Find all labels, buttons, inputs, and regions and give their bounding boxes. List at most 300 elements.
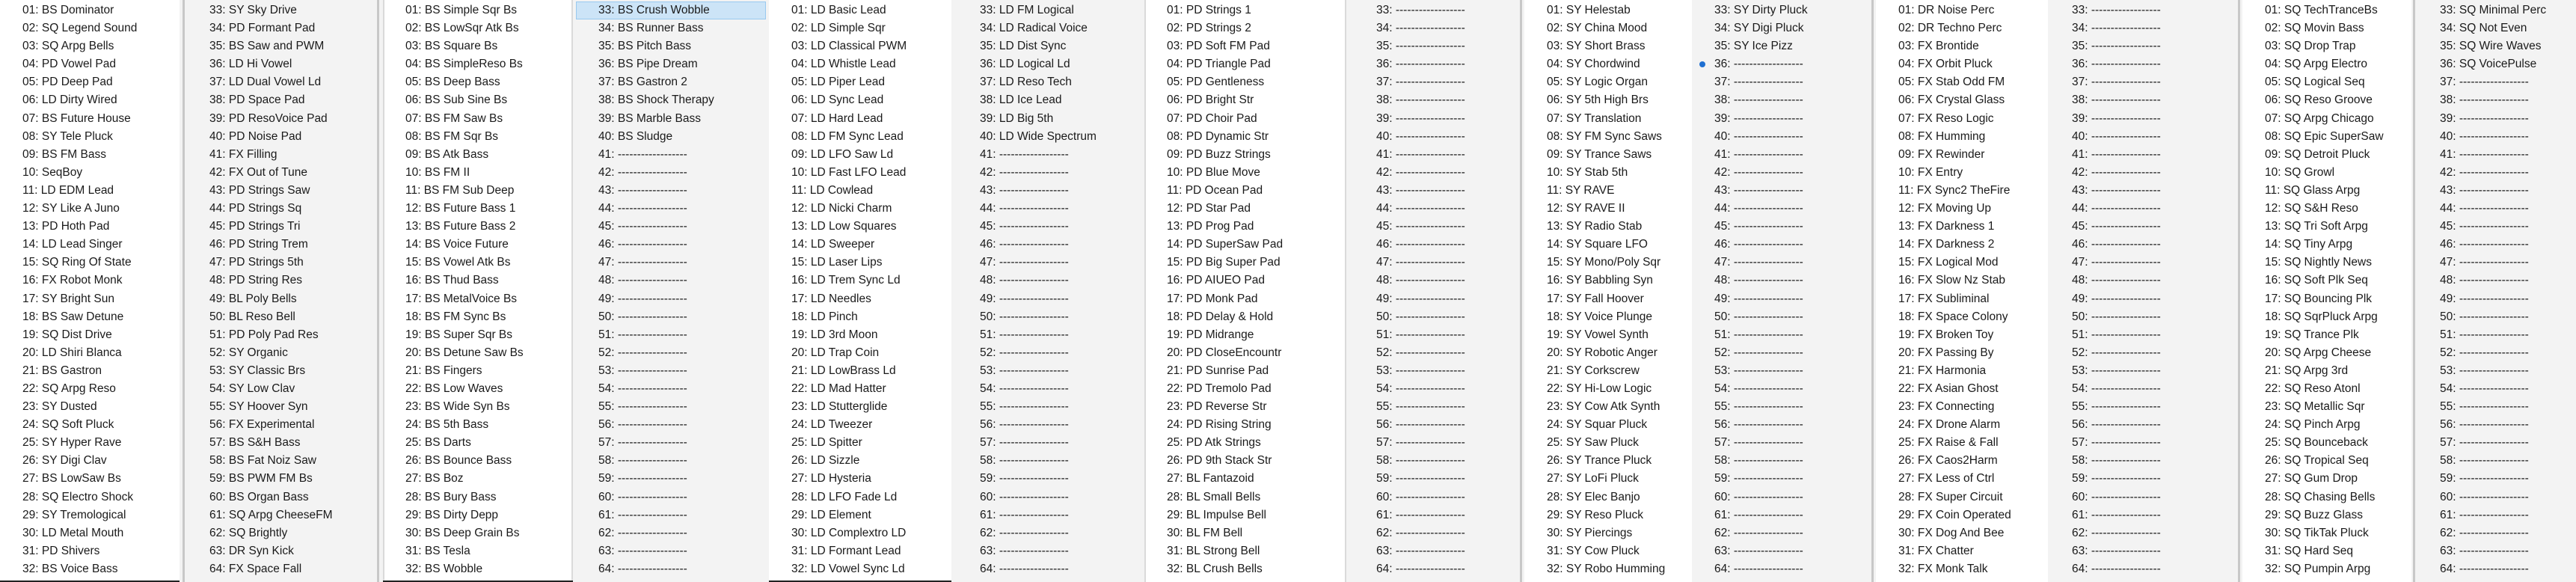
preset-item[interactable] <box>957 37 1140 55</box>
preset-item[interactable] <box>1354 110 1518 128</box>
preset-item[interactable] <box>2049 344 2236 362</box>
preset-item[interactable] <box>187 452 377 470</box>
preset-item[interactable] <box>1692 326 1871 344</box>
preset-item[interactable] <box>0 488 180 506</box>
preset-item[interactable] <box>187 254 377 272</box>
preset-item[interactable] <box>2417 308 2576 326</box>
preset-item[interactable] <box>1144 290 1346 308</box>
preset-item[interactable] <box>187 560 377 578</box>
preset-item[interactable] <box>576 506 766 524</box>
preset-item[interactable] <box>187 506 377 524</box>
preset-item[interactable] <box>2242 254 2411 272</box>
preset-item[interactable] <box>1876 506 2048 524</box>
preset-item[interactable] <box>1144 380 1346 398</box>
preset-item[interactable] <box>1692 55 1871 73</box>
preset-item[interactable] <box>2417 362 2576 380</box>
preset-item[interactable] <box>1524 254 1692 272</box>
preset-item[interactable] <box>187 164 377 182</box>
preset-item[interactable] <box>2417 254 2576 272</box>
preset-item[interactable] <box>1524 506 1692 524</box>
preset-item[interactable] <box>769 272 951 290</box>
preset-item[interactable] <box>1524 146 1692 164</box>
preset-item[interactable] <box>576 218 766 236</box>
preset-item[interactable] <box>2242 73 2411 91</box>
preset-item[interactable] <box>2049 326 2236 344</box>
preset-item[interactable] <box>576 398 766 416</box>
preset-item[interactable] <box>1144 19 1346 37</box>
preset-item[interactable] <box>383 73 573 91</box>
preset-item[interactable] <box>1692 200 1871 218</box>
preset-item[interactable] <box>1354 182 1518 200</box>
preset-item[interactable] <box>2417 110 2576 128</box>
preset-item[interactable] <box>187 416 377 434</box>
preset-item[interactable] <box>1876 434 2048 452</box>
preset-item[interactable] <box>1354 308 1518 326</box>
preset-item[interactable] <box>769 416 951 434</box>
preset-item[interactable] <box>576 560 766 578</box>
preset-item[interactable] <box>576 128 766 146</box>
preset-item[interactable] <box>576 272 766 290</box>
preset-item[interactable] <box>1524 326 1692 344</box>
preset-item[interactable] <box>1144 470 1346 488</box>
preset-item[interactable] <box>0 470 180 488</box>
preset-item[interactable] <box>2417 164 2576 182</box>
preset-item[interactable] <box>0 55 180 73</box>
preset-item[interactable] <box>0 19 180 37</box>
preset-item[interactable] <box>2242 128 2411 146</box>
preset-item[interactable] <box>769 236 951 254</box>
preset-item[interactable] <box>1876 470 2048 488</box>
preset-item[interactable] <box>1524 200 1692 218</box>
preset-item[interactable] <box>2049 380 2236 398</box>
preset-item[interactable] <box>2242 506 2411 524</box>
preset-item[interactable] <box>2049 236 2236 254</box>
preset-item[interactable] <box>383 110 573 128</box>
preset-item[interactable] <box>957 344 1140 362</box>
preset-item[interactable] <box>2417 218 2576 236</box>
preset-item[interactable] <box>769 110 951 128</box>
preset-item[interactable] <box>1354 200 1518 218</box>
preset-item[interactable] <box>187 524 377 542</box>
preset-item[interactable] <box>769 524 951 542</box>
preset-item[interactable] <box>383 542 573 560</box>
preset-item[interactable] <box>1692 560 1871 578</box>
preset-item[interactable] <box>1876 200 2048 218</box>
preset-item[interactable] <box>957 380 1140 398</box>
preset-item[interactable] <box>1524 19 1692 37</box>
preset-item[interactable] <box>1144 182 1346 200</box>
preset-item[interactable] <box>2242 326 2411 344</box>
preset-item[interactable] <box>383 164 573 182</box>
preset-item[interactable] <box>1144 452 1346 470</box>
preset-item[interactable] <box>2049 37 2236 55</box>
preset-item[interactable] <box>769 218 951 236</box>
preset-item[interactable] <box>1354 326 1518 344</box>
preset-item[interactable] <box>1354 290 1518 308</box>
preset-item[interactable] <box>2049 1 2236 19</box>
preset-item[interactable] <box>1354 398 1518 416</box>
preset-item[interactable] <box>0 398 180 416</box>
preset-item[interactable] <box>769 55 951 73</box>
preset-item[interactable] <box>1144 560 1346 578</box>
preset-item[interactable] <box>1524 470 1692 488</box>
preset-item[interactable] <box>1144 344 1346 362</box>
preset-item[interactable] <box>187 55 377 73</box>
preset-item[interactable] <box>1524 452 1692 470</box>
preset-item[interactable] <box>1524 398 1692 416</box>
preset-item[interactable] <box>1144 308 1346 326</box>
preset-item[interactable] <box>769 380 951 398</box>
preset-item[interactable] <box>1144 254 1346 272</box>
preset-item[interactable] <box>1692 1 1871 19</box>
preset-item[interactable] <box>2417 200 2576 218</box>
preset-item[interactable] <box>1524 542 1692 560</box>
preset-item[interactable] <box>576 146 766 164</box>
preset-item[interactable] <box>769 560 951 578</box>
preset-item[interactable] <box>187 110 377 128</box>
preset-item[interactable] <box>1692 434 1871 452</box>
preset-item[interactable] <box>1876 452 2048 470</box>
preset-item[interactable] <box>2242 91 2411 109</box>
preset-item[interactable] <box>1876 272 2048 290</box>
preset-item[interactable] <box>957 290 1140 308</box>
preset-item[interactable] <box>576 308 766 326</box>
preset-item[interactable] <box>957 146 1140 164</box>
preset-item[interactable] <box>187 344 377 362</box>
preset-item[interactable] <box>1876 110 2048 128</box>
preset-item[interactable] <box>0 236 180 254</box>
preset-item[interactable] <box>187 37 377 55</box>
preset-item[interactable] <box>957 416 1140 434</box>
preset-item[interactable] <box>187 1 377 19</box>
preset-item[interactable] <box>187 542 377 560</box>
preset-item[interactable] <box>1144 524 1346 542</box>
preset-item[interactable] <box>2242 380 2411 398</box>
preset-item[interactable] <box>1144 91 1346 109</box>
preset-item[interactable] <box>1144 362 1346 380</box>
preset-item[interactable] <box>2417 146 2576 164</box>
preset-item[interactable] <box>1524 182 1692 200</box>
preset-item[interactable] <box>2049 470 2236 488</box>
preset-item[interactable] <box>2049 164 2236 182</box>
preset-item[interactable] <box>383 524 573 542</box>
preset-item[interactable] <box>769 290 951 308</box>
preset-item[interactable] <box>0 182 180 200</box>
preset-item[interactable] <box>576 91 766 109</box>
preset-item[interactable] <box>2242 19 2411 37</box>
preset-item[interactable] <box>2049 73 2236 91</box>
preset-item[interactable] <box>383 326 573 344</box>
preset-item[interactable] <box>2417 290 2576 308</box>
preset-item[interactable] <box>1524 164 1692 182</box>
preset-item[interactable] <box>1876 182 2048 200</box>
preset-item[interactable] <box>187 470 377 488</box>
preset-item[interactable] <box>1876 164 2048 182</box>
preset-item[interactable] <box>187 398 377 416</box>
preset-item[interactable] <box>0 452 180 470</box>
preset-item[interactable] <box>769 146 951 164</box>
preset-item[interactable] <box>1692 398 1871 416</box>
preset-item[interactable] <box>2049 200 2236 218</box>
preset-item[interactable] <box>187 290 377 308</box>
preset-item[interactable] <box>1144 398 1346 416</box>
preset-item[interactable] <box>769 19 951 37</box>
preset-item[interactable] <box>187 488 377 506</box>
preset-item[interactable] <box>0 560 180 578</box>
preset-item[interactable] <box>0 200 180 218</box>
preset-item[interactable] <box>576 19 766 37</box>
preset-item[interactable] <box>1354 254 1518 272</box>
preset-item[interactable] <box>1354 488 1518 506</box>
preset-item[interactable] <box>769 37 951 55</box>
preset-item[interactable] <box>1524 37 1692 55</box>
preset-item[interactable] <box>1692 91 1871 109</box>
preset-item[interactable] <box>957 272 1140 290</box>
preset-item[interactable] <box>1876 91 2048 109</box>
preset-item[interactable] <box>1876 37 2048 55</box>
preset-item[interactable] <box>1354 218 1518 236</box>
preset-item[interactable] <box>1692 416 1871 434</box>
preset-item[interactable] <box>2417 182 2576 200</box>
preset-item[interactable] <box>769 506 951 524</box>
preset-item[interactable] <box>1692 542 1871 560</box>
preset-item[interactable] <box>187 272 377 290</box>
preset-item[interactable] <box>769 1 951 19</box>
preset-item[interactable] <box>2049 542 2236 560</box>
preset-item[interactable] <box>2417 344 2576 362</box>
preset-item[interactable] <box>957 182 1140 200</box>
preset-item[interactable] <box>2242 200 2411 218</box>
preset-item[interactable] <box>2417 506 2576 524</box>
preset-item[interactable] <box>2242 362 2411 380</box>
preset-item[interactable] <box>769 73 951 91</box>
preset-item[interactable] <box>576 416 766 434</box>
preset-item[interactable] <box>187 218 377 236</box>
preset-item[interactable] <box>1876 344 2048 362</box>
preset-item[interactable] <box>769 254 951 272</box>
preset-item[interactable] <box>383 19 573 37</box>
preset-item[interactable] <box>1692 380 1871 398</box>
preset-item[interactable] <box>769 91 951 109</box>
preset-item[interactable] <box>2417 55 2576 73</box>
preset-item[interactable] <box>576 254 766 272</box>
preset-item[interactable] <box>1692 524 1871 542</box>
preset-item[interactable] <box>1876 236 2048 254</box>
preset-item[interactable] <box>1876 524 2048 542</box>
preset-item[interactable] <box>1354 55 1518 73</box>
preset-item[interactable] <box>957 542 1140 560</box>
preset-item[interactable] <box>0 344 180 362</box>
preset-item[interactable] <box>2049 560 2236 578</box>
preset-item[interactable] <box>1144 326 1346 344</box>
preset-item[interactable] <box>957 362 1140 380</box>
preset-item[interactable] <box>0 272 180 290</box>
preset-item[interactable] <box>1876 308 2048 326</box>
preset-item[interactable] <box>187 380 377 398</box>
preset-item[interactable] <box>2242 146 2411 164</box>
preset-item[interactable] <box>1144 272 1346 290</box>
preset-item[interactable] <box>2417 1 2576 19</box>
preset-item[interactable] <box>187 73 377 91</box>
preset-item[interactable] <box>2417 19 2576 37</box>
preset-item[interactable] <box>957 488 1140 506</box>
preset-item[interactable] <box>2242 560 2411 578</box>
preset-item[interactable] <box>0 128 180 146</box>
preset-item[interactable] <box>1524 488 1692 506</box>
preset-item[interactable] <box>1524 128 1692 146</box>
preset-item-selected[interactable] <box>576 1 766 19</box>
preset-item[interactable] <box>957 91 1140 109</box>
preset-item[interactable] <box>2049 128 2236 146</box>
preset-item[interactable] <box>0 290 180 308</box>
preset-item[interactable] <box>0 416 180 434</box>
preset-item[interactable] <box>1692 362 1871 380</box>
preset-item[interactable] <box>576 542 766 560</box>
preset-item[interactable] <box>1876 1 2048 19</box>
preset-item[interactable] <box>2049 91 2236 109</box>
preset-item[interactable] <box>1692 164 1871 182</box>
preset-item[interactable] <box>2242 290 2411 308</box>
preset-item[interactable] <box>1692 470 1871 488</box>
preset-item[interactable] <box>2242 344 2411 362</box>
preset-item[interactable] <box>957 326 1140 344</box>
preset-item[interactable] <box>1692 128 1871 146</box>
preset-item[interactable] <box>1524 218 1692 236</box>
preset-item[interactable] <box>769 434 951 452</box>
preset-item[interactable] <box>187 91 377 109</box>
preset-item[interactable] <box>2049 55 2236 73</box>
preset-item[interactable] <box>187 434 377 452</box>
preset-item[interactable] <box>1876 398 2048 416</box>
preset-item[interactable] <box>1354 1 1518 19</box>
preset-item[interactable] <box>957 218 1140 236</box>
preset-item[interactable] <box>957 1 1140 19</box>
preset-item[interactable] <box>2242 272 2411 290</box>
preset-item[interactable] <box>1876 254 2048 272</box>
preset-item[interactable] <box>1144 434 1346 452</box>
preset-item[interactable] <box>769 488 951 506</box>
preset-item[interactable] <box>2049 416 2236 434</box>
preset-item[interactable] <box>187 362 377 380</box>
preset-item[interactable] <box>1354 73 1518 91</box>
preset-item[interactable] <box>383 290 573 308</box>
preset-item[interactable] <box>2242 37 2411 55</box>
preset-item[interactable] <box>1144 416 1346 434</box>
preset-item[interactable] <box>769 164 951 182</box>
preset-item[interactable] <box>1692 37 1871 55</box>
preset-item[interactable] <box>0 524 180 542</box>
preset-item[interactable] <box>2242 236 2411 254</box>
preset-item[interactable] <box>1692 73 1871 91</box>
preset-item[interactable] <box>1692 218 1871 236</box>
preset-item[interactable] <box>1692 236 1871 254</box>
preset-item[interactable] <box>957 398 1140 416</box>
preset-item[interactable] <box>1354 452 1518 470</box>
preset-item[interactable] <box>1354 434 1518 452</box>
preset-item[interactable] <box>1524 380 1692 398</box>
preset-item[interactable] <box>1692 146 1871 164</box>
preset-item[interactable] <box>2049 488 2236 506</box>
preset-item[interactable] <box>1354 236 1518 254</box>
preset-item[interactable] <box>2242 542 2411 560</box>
preset-item[interactable] <box>2049 434 2236 452</box>
preset-item[interactable] <box>576 182 766 200</box>
preset-item[interactable] <box>957 128 1140 146</box>
preset-item[interactable] <box>1354 362 1518 380</box>
preset-item[interactable] <box>383 398 573 416</box>
preset-item[interactable] <box>2242 308 2411 326</box>
preset-item[interactable] <box>383 560 573 578</box>
preset-item[interactable] <box>383 452 573 470</box>
preset-item[interactable] <box>1524 290 1692 308</box>
preset-item[interactable] <box>383 182 573 200</box>
preset-item[interactable] <box>0 73 180 91</box>
preset-item[interactable] <box>1524 416 1692 434</box>
preset-item[interactable] <box>1524 308 1692 326</box>
preset-item[interactable] <box>1876 362 2048 380</box>
preset-item[interactable] <box>576 488 766 506</box>
preset-item[interactable] <box>1876 55 2048 73</box>
preset-item[interactable] <box>383 146 573 164</box>
preset-item[interactable] <box>576 73 766 91</box>
preset-item[interactable] <box>0 434 180 452</box>
preset-item[interactable] <box>2417 434 2576 452</box>
preset-item[interactable] <box>187 19 377 37</box>
preset-item[interactable] <box>576 344 766 362</box>
preset-item[interactable] <box>2417 272 2576 290</box>
preset-item[interactable] <box>1876 218 2048 236</box>
preset-item[interactable] <box>1524 272 1692 290</box>
preset-item[interactable] <box>383 380 573 398</box>
preset-item[interactable] <box>1354 560 1518 578</box>
preset-item[interactable] <box>1354 164 1518 182</box>
preset-item[interactable] <box>2417 470 2576 488</box>
preset-item[interactable] <box>1144 236 1346 254</box>
preset-item[interactable] <box>2417 524 2576 542</box>
preset-item[interactable] <box>576 362 766 380</box>
preset-item[interactable] <box>1876 560 2048 578</box>
preset-item[interactable] <box>383 218 573 236</box>
preset-item[interactable] <box>957 560 1140 578</box>
preset-item[interactable] <box>1876 128 2048 146</box>
preset-item[interactable] <box>2242 55 2411 73</box>
preset-item[interactable] <box>1354 272 1518 290</box>
preset-item[interactable] <box>383 362 573 380</box>
preset-item[interactable] <box>2242 452 2411 470</box>
preset-item[interactable] <box>2049 308 2236 326</box>
preset-item[interactable] <box>2242 182 2411 200</box>
preset-item[interactable] <box>383 506 573 524</box>
preset-item[interactable] <box>2417 91 2576 109</box>
preset-item[interactable] <box>2049 398 2236 416</box>
preset-item[interactable] <box>0 326 180 344</box>
preset-item[interactable] <box>1144 146 1346 164</box>
preset-item[interactable] <box>2049 182 2236 200</box>
preset-item[interactable] <box>769 308 951 326</box>
preset-item[interactable] <box>1144 128 1346 146</box>
preset-item[interactable] <box>1144 506 1346 524</box>
preset-item[interactable] <box>1876 488 2048 506</box>
preset-item[interactable] <box>187 308 377 326</box>
preset-item[interactable] <box>383 344 573 362</box>
preset-item[interactable] <box>383 272 573 290</box>
preset-item[interactable] <box>0 254 180 272</box>
preset-item[interactable] <box>769 362 951 380</box>
preset-item[interactable] <box>1144 218 1346 236</box>
preset-item[interactable] <box>1524 344 1692 362</box>
preset-item[interactable] <box>0 380 180 398</box>
preset-item[interactable] <box>1144 200 1346 218</box>
